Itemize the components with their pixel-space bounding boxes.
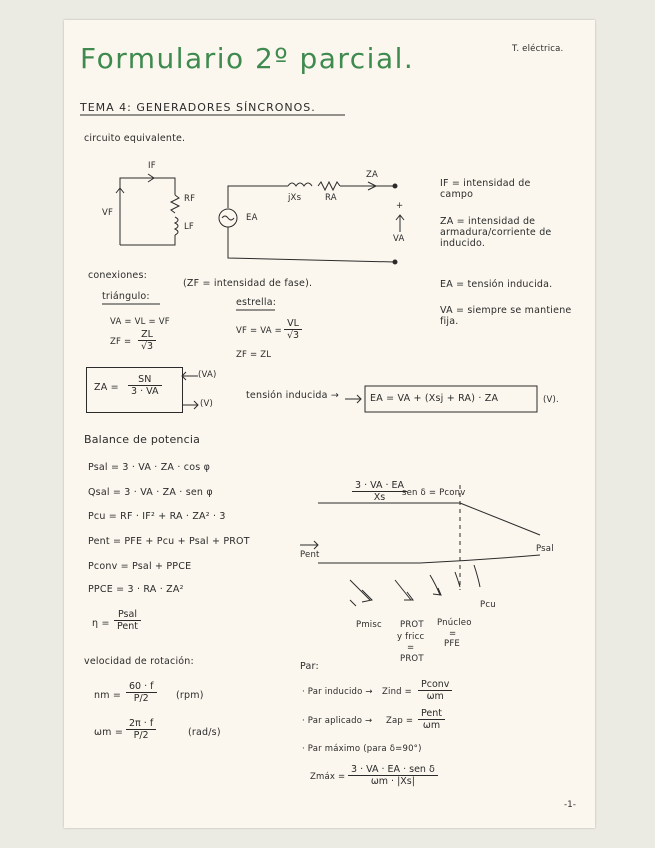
wm-unit: (rad/s) [188, 727, 221, 738]
par-maximo-lhs: Zmáx = [310, 772, 346, 782]
par-maximo-fraction: 3 · VA · EA · sen δ ωm · |Xs| [348, 764, 438, 787]
wm-lhs: ωm = [94, 727, 123, 738]
if-label: IF [148, 161, 156, 171]
flow-eq-sign: = [407, 643, 415, 653]
nm-unit: (rpm) [176, 690, 204, 701]
triangulo-eq2-fraction: $\frac{ZL}{√3}$ [138, 329, 156, 352]
flow-top-fraction: $\frac{3 \cdot VA \cdot EA}{Xs}$ [352, 480, 407, 503]
qsal-formula: Qsal = 3 · VA · ZA · sen φ [88, 487, 213, 498]
ea-definition: EA = tensión inducida. [440, 279, 553, 290]
estrella-eq2: ZF = ZL [236, 350, 272, 360]
wm-fraction: $\frac{2\pi \cdot f}{P/2}$ [126, 718, 156, 741]
conexiones-note: (ZF = intensidad de fase). [183, 278, 313, 289]
triangulo-eq1: VA = VL = VF [110, 317, 170, 327]
circuit-heading: circuito equivalente. [84, 133, 186, 144]
triangulo-eq2-lhs: ZF = [110, 337, 132, 347]
flow-prot-total: PROT [400, 654, 424, 664]
flow-fricc-label: y fricc [397, 632, 425, 642]
plus-sign: + [396, 201, 404, 211]
ra-label: RA [325, 193, 337, 203]
par-aplicado-label: · Par aplicado → [302, 716, 373, 726]
flow-pfe-label: PFE [444, 639, 460, 649]
rf-label: RF [184, 194, 196, 204]
page-number: -1- [564, 800, 577, 810]
if-definition: IF = intensidad de campo [440, 178, 531, 200]
par-aplicado-fraction: Pent ωm [418, 708, 445, 731]
par-aplicado-lhs: Zap = [386, 716, 414, 726]
eta-lhs: η = [92, 618, 110, 629]
va-label: VA [393, 234, 405, 244]
tension-formula: EA = VA + (Xsj + RA) · ZA [370, 393, 499, 404]
vf-label: VF [102, 208, 114, 218]
par-inducido-label: · Par inducido → [302, 687, 373, 697]
section-heading: TEMA 4: GENERADORES SÍNCRONOS. [80, 101, 316, 114]
flow-psal-label: Psal [536, 544, 554, 554]
field-circuit [116, 174, 179, 245]
eta-fraction: Psal Pent [114, 609, 141, 632]
za-definition: ZA = intensidad de armadura/corriente de inducido. [440, 216, 552, 249]
page-title: Formulario 2º parcial. [80, 42, 415, 75]
flow-prot-label: PROT [400, 620, 424, 630]
flow-pnucleo-label: Pnúcleo [437, 618, 472, 628]
ppce-formula: PPCE = 3 · RA · ZA² [88, 584, 184, 595]
estrella-label: estrella: [236, 297, 277, 308]
box-unit-top: (VA) [198, 370, 217, 380]
psal-formula: Psal = 3 · VA · ZA · cos φ [88, 462, 211, 473]
va-definition: VA = siempre se mantiene fija. [440, 305, 572, 327]
nm-fraction: $\frac{60 \cdot f}{P/2}$ [126, 681, 157, 704]
armature-circuit [219, 182, 404, 264]
pcu-formula: Pcu = RF · IF² + RA · ZA² · 3 [88, 511, 226, 522]
power-flow-diagram [318, 485, 540, 606]
flow-pmisc-label: Pmisc [356, 620, 382, 630]
par-maximo-label: · Par máximo (para δ=90°) [302, 744, 422, 754]
flow-pnucleo-eq: = [449, 629, 457, 639]
par-inducido-lhs: Zind = [382, 687, 412, 697]
pconv-formula: Pconv = Psal + PPCE [88, 561, 192, 572]
tension-unit: (V). [543, 395, 559, 405]
velocidad-heading: velocidad de rotación: [84, 656, 194, 667]
conexiones-label: conexiones: [88, 270, 148, 281]
flow-pcu-label: Pcu [480, 600, 496, 610]
tension-label: tensión inducida → [246, 390, 340, 401]
flow-pent-label: Pent [300, 550, 320, 560]
za-label: ZA [366, 170, 379, 180]
box-za-fraction: $\frac{SN}{3 \cdot VA}$ [128, 374, 162, 397]
estrella-eq1-fraction: $\frac{VL}{√3}$ [284, 318, 302, 341]
box-za-lhs: ZA = [94, 382, 119, 393]
estrella-eq1-lhs: VF = VA = [236, 326, 282, 336]
triangulo-label: triángulo: [102, 291, 150, 302]
nm-lhs: nm = [94, 690, 122, 701]
flow-top-rest: sen δ = Pconv [402, 488, 466, 498]
xs-label: jXs [288, 193, 302, 203]
box-unit-bottom: (V) [200, 399, 214, 409]
par-inducido-fraction: Pconv ωm [418, 679, 452, 702]
par-heading: Par: [300, 661, 319, 672]
lf-label: LF [184, 222, 195, 232]
pent-formula: Pent = PFE + Pcu + Psal + PROT [88, 536, 250, 547]
ea-label: EA [246, 213, 258, 223]
subject-label: T. eléctrica. [512, 44, 564, 54]
balance-heading: Balance de potencia [84, 433, 201, 446]
